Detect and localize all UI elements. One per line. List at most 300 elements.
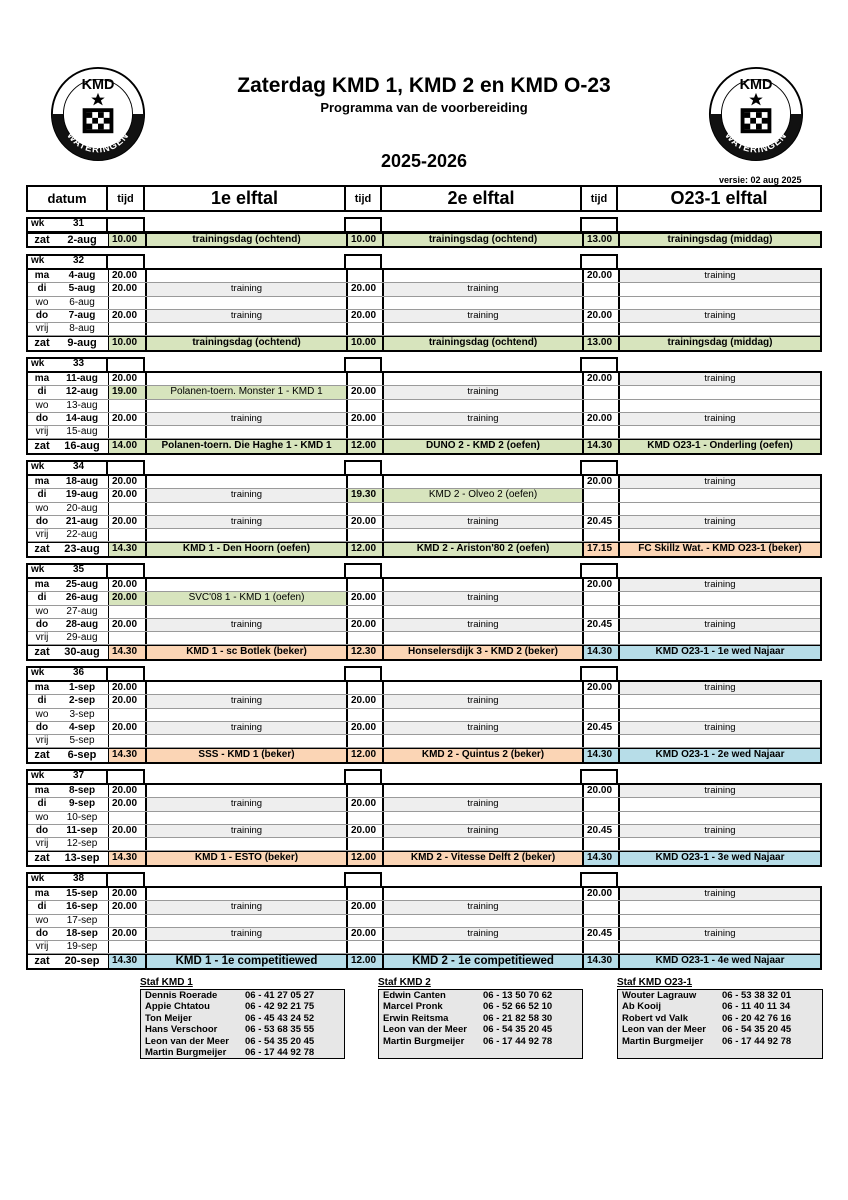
staff-name: Hans Verschoor: [145, 1024, 218, 1036]
day-row: [28, 489, 820, 502]
week-label: wk: [31, 218, 45, 229]
event-team2: [382, 270, 582, 282]
date: 16-sep: [66, 901, 98, 913]
week-number: 33: [73, 358, 85, 369]
staff-block: [617, 977, 823, 1059]
day-row: [28, 748, 820, 761]
time-team3: 20.00: [582, 476, 618, 488]
header-tijd-3: tijd: [580, 185, 618, 212]
event-team1: [145, 785, 346, 797]
day-name: zat: [34, 852, 50, 865]
time-team1: 20.00: [108, 722, 145, 734]
time-team3: [582, 735, 618, 747]
day-row: [28, 851, 820, 864]
date: 14-aug: [65, 412, 99, 424]
day-row: [28, 426, 820, 439]
day-row: [28, 785, 820, 798]
time-team3: 20.45: [582, 825, 618, 837]
time-team1: 20.00: [108, 579, 145, 591]
staff-title: Staf KMD 2: [378, 977, 431, 988]
day-name: ma: [34, 476, 50, 487]
event-team2: [382, 400, 582, 412]
event-team1: KMD 1 - 1e competitiewed: [145, 955, 346, 967]
staff-title: Staf KMD 1: [140, 977, 193, 988]
day-name: zat: [34, 543, 50, 556]
day-row: [28, 592, 820, 605]
staff-name: Ton Meijer: [145, 1012, 192, 1024]
week-label: wk: [31, 873, 45, 884]
day-name: di: [37, 695, 47, 707]
time-team2: 12.30: [346, 646, 382, 658]
day-row: [28, 529, 820, 542]
time-team1: 20.00: [108, 283, 145, 295]
time-team1: 20.00: [108, 785, 145, 797]
event-team1: training: [145, 928, 346, 940]
date: 2-aug: [67, 234, 97, 246]
day-name: ma: [34, 270, 50, 281]
time-team1: [108, 529, 145, 541]
day-row: [28, 283, 820, 296]
event-team1: [145, 373, 346, 385]
event-team3: KMD O23-1 - 4e wed Najaar: [618, 955, 820, 967]
event-team3: [618, 915, 820, 927]
staff-member: [143, 1013, 342, 1024]
event-team2: [382, 888, 582, 900]
day-row: [28, 682, 820, 695]
time-team2: 20.00: [346, 825, 382, 837]
event-team1: training: [145, 619, 346, 631]
week-label: wk: [31, 667, 45, 678]
time-team2: 20.00: [346, 928, 382, 940]
time-team3: [582, 297, 618, 309]
event-team3: [618, 901, 820, 913]
event-team2: [382, 426, 582, 438]
page-subtitle: Programma van de voorbereiding: [320, 100, 528, 115]
day-row: [28, 954, 820, 967]
date: 11-sep: [66, 824, 98, 836]
date: 19-aug: [65, 489, 99, 501]
week-block: [26, 666, 822, 764]
day-name: zat: [34, 440, 50, 453]
time-team2: 20.00: [346, 386, 382, 398]
event-team3: [618, 838, 820, 850]
time-team1: 14.30: [108, 749, 145, 761]
week-label: wk: [31, 770, 45, 781]
event-team2: training: [382, 901, 582, 913]
time-team1: [108, 735, 145, 747]
event-team3: [618, 283, 820, 295]
day-name: ma: [34, 373, 50, 384]
day-row: [28, 735, 820, 748]
day-name: zat: [34, 337, 50, 350]
event-team3: training: [618, 310, 820, 322]
time-team1: 20.00: [108, 619, 145, 631]
time-team3: 20.00: [582, 579, 618, 591]
event-team1: [145, 323, 346, 335]
day-row: [28, 516, 820, 529]
week-number: 38: [73, 873, 85, 884]
week-label: wk: [31, 358, 45, 369]
event-team1: training: [145, 722, 346, 734]
event-team1: training: [145, 413, 346, 425]
event-team2: [382, 323, 582, 335]
date: 19-sep: [66, 941, 98, 953]
day-name: zat: [34, 749, 50, 762]
event-team1: [145, 915, 346, 927]
week-block: [26, 217, 822, 248]
day-name: do: [35, 927, 49, 939]
time-team3: [582, 283, 618, 295]
time-team2: 20.00: [346, 310, 382, 322]
staff-member: [381, 1001, 580, 1012]
event-team3: training: [618, 888, 820, 900]
event-team2: [382, 606, 582, 618]
time-team3: [582, 632, 618, 644]
staff-phone: 06 - 20 42 76 16: [722, 1012, 792, 1024]
date: 15-sep: [66, 888, 98, 899]
day-row: [28, 373, 820, 386]
time-team1: 14.00: [108, 440, 145, 452]
date: 26-aug: [65, 592, 99, 604]
staff-name: Wouter Lagrauw: [622, 990, 697, 1001]
event-team2: [382, 838, 582, 850]
date: 2-sep: [68, 695, 96, 707]
event-team2: [382, 941, 582, 953]
day-name: vrij: [35, 838, 49, 850]
staff-name: Dennis Roerade: [145, 990, 218, 1001]
event-team2: [382, 812, 582, 824]
week-number: 34: [73, 461, 85, 472]
event-team2: training: [382, 386, 582, 398]
staff-phone: 06 - 52 66 52 10: [483, 1001, 553, 1013]
event-team2: training: [382, 310, 582, 322]
time-team3: [582, 489, 618, 501]
event-team3: [618, 297, 820, 309]
time-team3: [582, 901, 618, 913]
day-row: [28, 579, 820, 592]
staff-member: [143, 1024, 342, 1035]
event-team1: [145, 426, 346, 438]
day-name: di: [37, 798, 47, 810]
event-team1: training: [145, 489, 346, 501]
svg-text:WATERINGEN: WATERINGEN: [722, 130, 790, 156]
event-team3: [618, 426, 820, 438]
week-label: wk: [31, 255, 45, 266]
staff-member: [381, 1024, 580, 1035]
event-team1: [145, 709, 346, 721]
time-team3: 14.30: [582, 852, 618, 864]
event-team1: training: [145, 798, 346, 810]
week-block: [26, 872, 822, 970]
time-team3: [582, 709, 618, 721]
day-name: do: [35, 309, 49, 321]
day-row: [28, 915, 820, 928]
date: 1-sep: [68, 682, 96, 693]
time-team1: 20.00: [108, 373, 145, 385]
time-team3: [582, 400, 618, 412]
event-team1: training: [145, 283, 346, 295]
header-tijd-1: tijd: [106, 185, 145, 212]
event-team1: training: [145, 516, 346, 528]
time-team3: [582, 695, 618, 707]
event-team1: [145, 606, 346, 618]
week-label: wk: [31, 564, 45, 575]
staff-name: Appie Chtatou: [145, 1001, 210, 1013]
time-team2: [346, 400, 382, 412]
date: 12-aug: [65, 386, 99, 398]
event-team3: KMD O23-1 - Onderling (oefen): [618, 440, 820, 452]
staff-member: [620, 990, 820, 1001]
event-team2: KMD 2 - 1e competitiewed: [382, 955, 582, 967]
day-name: vrij: [35, 735, 49, 747]
time-team2: 20.00: [346, 516, 382, 528]
event-team3: training: [618, 373, 820, 385]
staff-name: Robert vd Valk: [622, 1012, 688, 1024]
staff-phone: 06 - 53 38 32 01: [722, 990, 792, 1001]
event-team1: [145, 579, 346, 591]
event-team1: SVC'08 1 - KMD 1 (oefen): [145, 592, 346, 604]
day-name: wo: [35, 296, 49, 308]
time-team2: 20.00: [346, 592, 382, 604]
time-team2: 20.00: [346, 283, 382, 295]
staff-title: Staf KMD O23-1: [617, 977, 693, 988]
time-team3: 14.30: [582, 440, 618, 452]
time-team2: 12.00: [346, 852, 382, 864]
event-team2: training: [382, 722, 582, 734]
event-team2: [382, 529, 582, 541]
time-team1: 20.00: [108, 682, 145, 694]
day-row: [28, 812, 820, 825]
time-team3: [582, 915, 618, 927]
day-row: [28, 270, 820, 283]
event-team3: training: [618, 619, 820, 631]
event-team2: training: [382, 825, 582, 837]
week-block: [26, 563, 822, 661]
time-team1: [108, 838, 145, 850]
staff-name: Leon van der Meer: [145, 1035, 229, 1047]
time-team3: 20.45: [582, 722, 618, 734]
staff-member: [620, 1036, 820, 1047]
time-team1: 20.00: [108, 695, 145, 707]
event-team3: trainingsdag (middag): [618, 337, 820, 349]
date: 18-sep: [66, 927, 98, 939]
time-team1: [108, 426, 145, 438]
staff-phone: 06 - 54 35 20 45: [245, 1035, 315, 1047]
time-team2: [346, 709, 382, 721]
event-team2: training: [382, 413, 582, 425]
event-team2: [382, 503, 582, 515]
time-team3: 20.00: [582, 310, 618, 322]
event-team2: training: [382, 798, 582, 810]
event-team1: training: [145, 695, 346, 707]
staff-phone: 06 - 45 43 24 52: [245, 1012, 315, 1024]
staff-member: [620, 1024, 820, 1035]
season-label: 2025-2026: [380, 151, 468, 171]
time-team2: [346, 373, 382, 385]
time-team1: [108, 297, 145, 309]
time-team2: [346, 323, 382, 335]
event-team3: KMD O23-1 - 2e wed Najaar: [618, 749, 820, 761]
staff-phone: 06 - 21 82 58 30: [483, 1012, 553, 1024]
time-team3: [582, 529, 618, 541]
time-team3: 17.15: [582, 543, 618, 555]
header-team2: 2e elftal: [380, 185, 582, 212]
day-name: zat: [34, 646, 50, 659]
day-name: di: [37, 386, 47, 398]
staff-name: Marcel Pronk: [383, 1001, 443, 1013]
event-team3: [618, 709, 820, 721]
staff-member: [381, 990, 580, 1001]
time-team1: 20.00: [108, 310, 145, 322]
day-name: wo: [35, 914, 49, 926]
event-team2: [382, 297, 582, 309]
event-team2: KMD 2 - Quintus 2 (beker): [382, 749, 582, 761]
date: 17-sep: [66, 914, 98, 926]
time-team2: [346, 915, 382, 927]
date: 8-aug: [69, 323, 95, 335]
day-name: vrij: [35, 529, 49, 541]
event-team3: training: [618, 928, 820, 940]
time-team1: 20.00: [108, 516, 145, 528]
event-team2: KMD 2 - Olveo 2 (oefen): [382, 489, 582, 501]
event-team3: [618, 606, 820, 618]
time-team1: 14.30: [108, 852, 145, 864]
staff-phone: 06 - 11 40 11 34: [722, 1001, 791, 1013]
day-name: wo: [35, 399, 49, 411]
time-team2: 19.30: [346, 489, 382, 501]
time-team1: 20.00: [108, 928, 145, 940]
time-team3: [582, 606, 618, 618]
event-team2: [382, 785, 582, 797]
date: 4-aug: [68, 270, 96, 281]
event-team3: training: [618, 579, 820, 591]
time-team2: 10.00: [346, 234, 382, 246]
event-team3: training: [618, 682, 820, 694]
day-row: [28, 400, 820, 413]
event-team1: KMD 1 - Den Hoorn (oefen): [145, 543, 346, 555]
time-team1: 20.00: [108, 270, 145, 282]
time-team2: [346, 888, 382, 900]
time-team1: [108, 709, 145, 721]
time-team1: 20.00: [108, 592, 145, 604]
day-row: [28, 413, 820, 426]
day-row: [28, 798, 820, 811]
time-team3: [582, 592, 618, 604]
day-row: [28, 336, 820, 349]
event-team1: [145, 812, 346, 824]
event-team1: [145, 838, 346, 850]
staff-block: [378, 977, 583, 1059]
date: 12-sep: [66, 838, 98, 850]
date: 23-aug: [64, 543, 100, 556]
day-row: [28, 297, 820, 310]
event-team3: training: [618, 785, 820, 797]
time-team3: 14.30: [582, 749, 618, 761]
day-row: [28, 439, 820, 452]
date: 6-sep: [67, 749, 97, 762]
event-team3: [618, 735, 820, 747]
day-name: zat: [34, 234, 50, 246]
day-name: di: [37, 489, 47, 501]
time-team3: 14.30: [582, 955, 618, 967]
date: 7-aug: [68, 309, 96, 321]
event-team3: KMD O23-1 - 3e wed Najaar: [618, 852, 820, 864]
staff-name: Ab Kooij: [622, 1001, 662, 1013]
staff-phone: 06 - 13 50 70 62: [483, 990, 553, 1001]
time-team3: [582, 386, 618, 398]
time-team2: 20.00: [346, 798, 382, 810]
time-team1: 14.30: [108, 955, 145, 967]
time-team2: [346, 297, 382, 309]
date: 4-sep: [68, 721, 96, 733]
date: 22-aug: [66, 529, 98, 541]
event-team2: [382, 476, 582, 488]
time-team3: 13.00: [582, 234, 618, 246]
time-team1: [108, 632, 145, 644]
event-team2: KMD 2 - Ariston'80 2 (oefen): [382, 543, 582, 555]
staff-name: Martin Burgmeijer: [145, 1046, 227, 1058]
week-block: [26, 254, 822, 352]
day-row: [28, 888, 820, 901]
staff-member: [143, 990, 342, 1001]
date: 16-aug: [64, 440, 100, 453]
time-team3: [582, 503, 618, 515]
date: 30-aug: [64, 646, 100, 659]
event-team3: [618, 386, 820, 398]
day-row: [28, 709, 820, 722]
time-team3: 20.45: [582, 516, 618, 528]
time-team3: [582, 838, 618, 850]
time-team3: 20.00: [582, 682, 618, 694]
header-team1: 1e elftal: [143, 185, 346, 212]
staff-member: [620, 1001, 820, 1012]
week-number: 35: [73, 564, 85, 575]
staff-phone: 06 - 54 35 20 45: [483, 1024, 553, 1036]
day-row: [28, 476, 820, 489]
time-team2: [346, 529, 382, 541]
day-name: do: [35, 824, 49, 836]
time-team2: [346, 785, 382, 797]
event-team2: DUNO 2 - KMD 2 (oefen): [382, 440, 582, 452]
time-team3: 20.00: [582, 413, 618, 425]
day-name: wo: [35, 605, 49, 617]
time-team1: 20.00: [108, 413, 145, 425]
event-team2: [382, 682, 582, 694]
time-team3: [582, 426, 618, 438]
day-name: wo: [35, 502, 49, 514]
date: 27-aug: [66, 605, 98, 617]
day-row: [28, 619, 820, 632]
event-team2: [382, 579, 582, 591]
day-row: [28, 310, 820, 323]
date: 25-aug: [65, 579, 99, 590]
time-team1: [108, 323, 145, 335]
staff-name: Leon van der Meer: [383, 1024, 467, 1036]
day-name: vrij: [35, 426, 49, 438]
week-number: 36: [73, 667, 85, 678]
event-team1: [145, 503, 346, 515]
day-row: [28, 838, 820, 851]
time-team3: [582, 812, 618, 824]
week-number: 31: [73, 218, 85, 229]
week-number: 37: [73, 770, 85, 781]
staff-phone: 06 - 41 27 05 27: [245, 990, 315, 1001]
time-team3: 20.45: [582, 619, 618, 631]
event-team1: SSS - KMD 1 (beker): [145, 749, 346, 761]
svg-text:WATERINGEN: WATERINGEN: [64, 130, 132, 156]
event-team2: training: [382, 283, 582, 295]
time-team2: [346, 476, 382, 488]
